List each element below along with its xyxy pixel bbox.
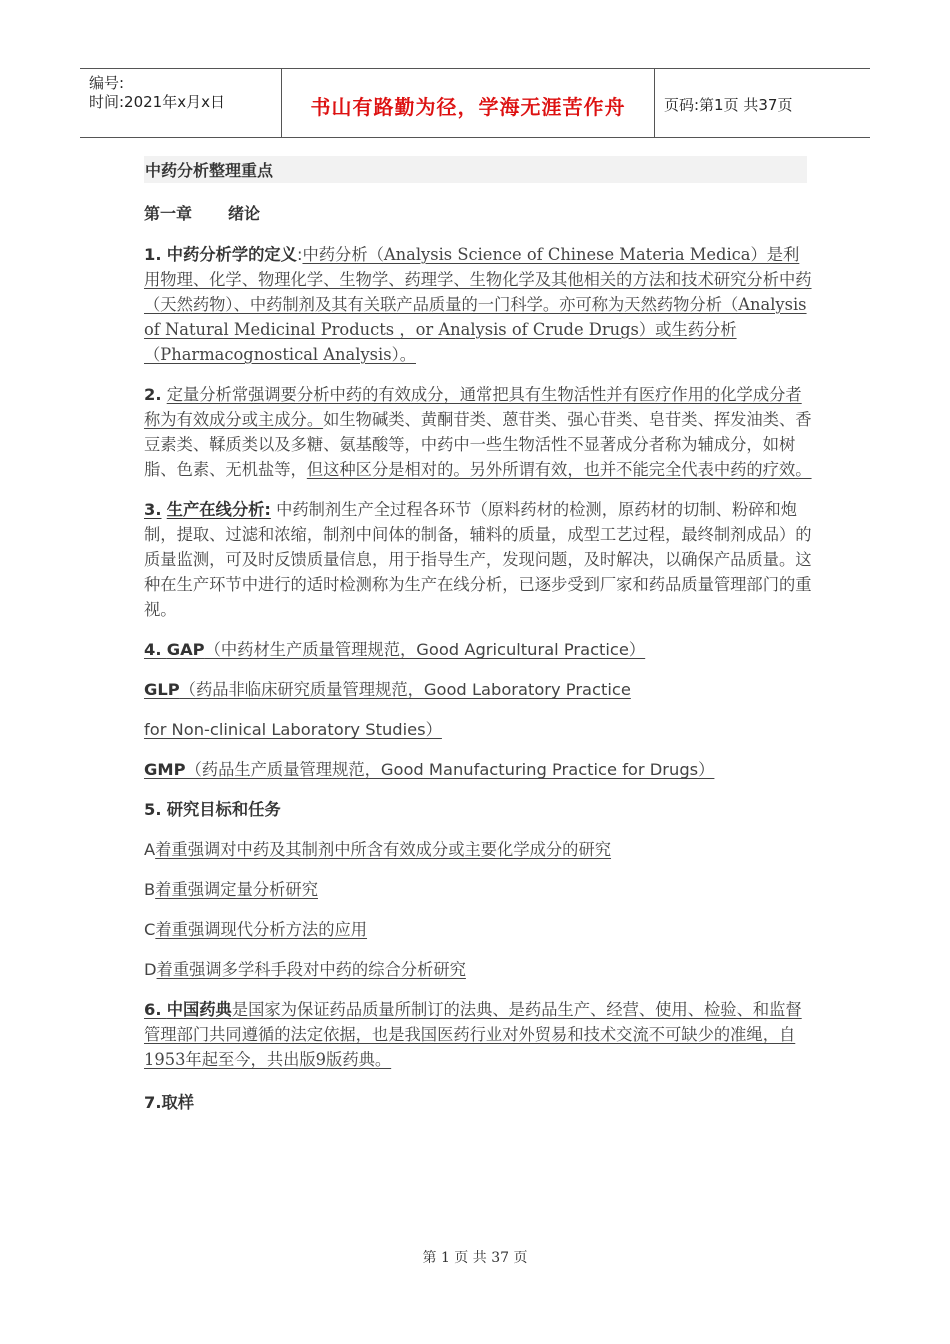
paragraph-5-heading: 研究目标和任务: [166, 800, 281, 819]
paragraph-2-body: 如生物碱类、黄酮苷类、蒽苷类、强心苷类、皂苷类、挥发油类、香豆素类、鞣质类以及多糖、氨基酸等，中药中一些生物活性不显著成分者称为辅成分，如树脂、色素、无机盐等，: [144, 410, 812, 479]
paragraph-1-body: 中药分析（Analysis Science of Chinese Materia Medica）是利用物理、化学、物理化学、生物学、药理学、生物化学及其他相关的方法和技术研究分析中药（天然药物）、中药制剂及其有关联产品质量的一门科学。亦可称为天然药物分析（Analysis of Natural Medicinal Products ，or Analysis of Crude Drugs）或生药分析（Pharmacognostical Analysis）。: [144, 245, 812, 364]
paragraph-3-number: 3.: [144, 500, 162, 519]
list-item: [144, 917, 814, 942]
paragraph-3: [144, 497, 814, 622]
paragraph-3-heading: 生产在线分析:: [166, 500, 271, 519]
list-item: [144, 877, 814, 902]
paragraph-1: [144, 242, 814, 367]
paragraph-5-number: 5.: [144, 800, 162, 819]
document-number-label: 编号:: [89, 74, 125, 92]
paragraph-4-glp: [144, 677, 814, 702]
paragraph-2-underlined-tail: 但这种区分是相对的。另外所谓有效，也并不能完全代表中药的疗效。: [306, 460, 812, 479]
paragraph-6: [144, 997, 814, 1072]
paragraph-2: [144, 382, 814, 482]
header-page-number: 页码:第1页 共37页: [664, 96, 793, 114]
list-item-letter: A: [144, 840, 156, 859]
header-motto: 书山有路勤为径，学海无涯苦作舟: [310, 95, 626, 119]
gap-abbreviation: GAP: [166, 640, 205, 659]
document-body: [144, 156, 814, 1115]
paragraph-5: [144, 797, 814, 822]
list-item-letter: D: [144, 960, 157, 979]
glp-abbreviation: GLP: [144, 680, 180, 699]
document-title: 中药分析整理重点: [144, 156, 807, 183]
paragraph-6-body: 是国家为保证药品质量所制订的法典、是药品生产、经营、使用、检验、和监督管理部门共同遵循的法定依据，也是我国医药行业对外贸易和技术交流不可缺少的准绳，自1953年起至今，共出版9版药典。: [144, 1000, 802, 1069]
list-item-letter: B: [144, 880, 156, 899]
paragraph-1-colon: :: [296, 245, 303, 264]
paragraph-6-heading: 中国药典: [166, 1000, 232, 1019]
paragraph-4-glp-continued: for Non-clinical Laboratory Studies）: [144, 720, 442, 739]
paragraph-3-body: 中药制剂生产全过程各环节（原料药材的检测，原药材的切制、粉碎和炮制，提取、过滤和浓缩，制剂中间体的制备，辅料的质量，成型工艺过程，最终制剂成品）的质量监测，可及时反馈质量信息，用于指导生产，发现问题，及时解决，以确保产品质量。这种在生产环节中进行的适时检测称为生产在线分析，已逐步受到厂家和药品质量管理部门的重视。: [144, 500, 812, 619]
paragraph-7-number: 7: [144, 1093, 156, 1112]
list-item-letter: C: [144, 920, 156, 939]
document-header: [80, 68, 870, 138]
list-item-text: 着重强调现代分析方法的应用: [155, 920, 368, 939]
paragraph-2-underlined-lead: 定量分析常强调要分析中药的有效成分，通常把具有生物活性并有医疗作用的化学成分者称为有效成分或主成分。: [144, 385, 802, 429]
header-motto-cell: [282, 69, 655, 137]
list-item-text: 着重强调对中药及其制剂中所含有效成分或主要化学成分的研究: [155, 840, 612, 859]
paragraph-7-heading: .取样: [155, 1093, 195, 1112]
paragraph-1-number: 1.: [144, 245, 162, 264]
list-item-text: 着重强调定量分析研究: [155, 880, 318, 899]
page-footer: 第 1 页 共 37 页: [422, 1250, 528, 1266]
paragraph-4-gap: [144, 637, 814, 662]
list-item: [144, 837, 814, 862]
gmp-definition: （药品生产质量管理规范，Good Manufacturing Practice for Drugs）: [185, 760, 715, 779]
gmp-abbreviation: GMP: [144, 760, 186, 779]
paragraph-1-heading: 中药分析学的定义: [166, 245, 297, 264]
paragraph-4-gmp: [144, 757, 814, 782]
paragraph-6-number: 6.: [144, 1000, 162, 1019]
document-time-label: 时间:2021年x月x日: [89, 93, 225, 111]
chapter-name: 绪论: [228, 204, 261, 223]
paragraph-4-number: 4.: [144, 640, 162, 659]
paragraph-2-number: 2.: [144, 385, 162, 404]
paragraph-7: [144, 1090, 814, 1115]
header-page-cell: [655, 69, 870, 137]
chapter-heading: [144, 201, 814, 224]
chapter-number: 第一章: [144, 204, 193, 223]
list-item-text: 着重强调多学科手段对中药的综合分析研究: [156, 960, 466, 979]
header-meta-cell: [80, 69, 282, 137]
glp-definition: （药品非临床研究质量管理规范，Good Laboratory Practice: [179, 680, 631, 699]
list-item: [144, 957, 814, 982]
gap-definition: （中药材生产质量管理规范，Good Agricultural Practice）: [204, 640, 646, 659]
